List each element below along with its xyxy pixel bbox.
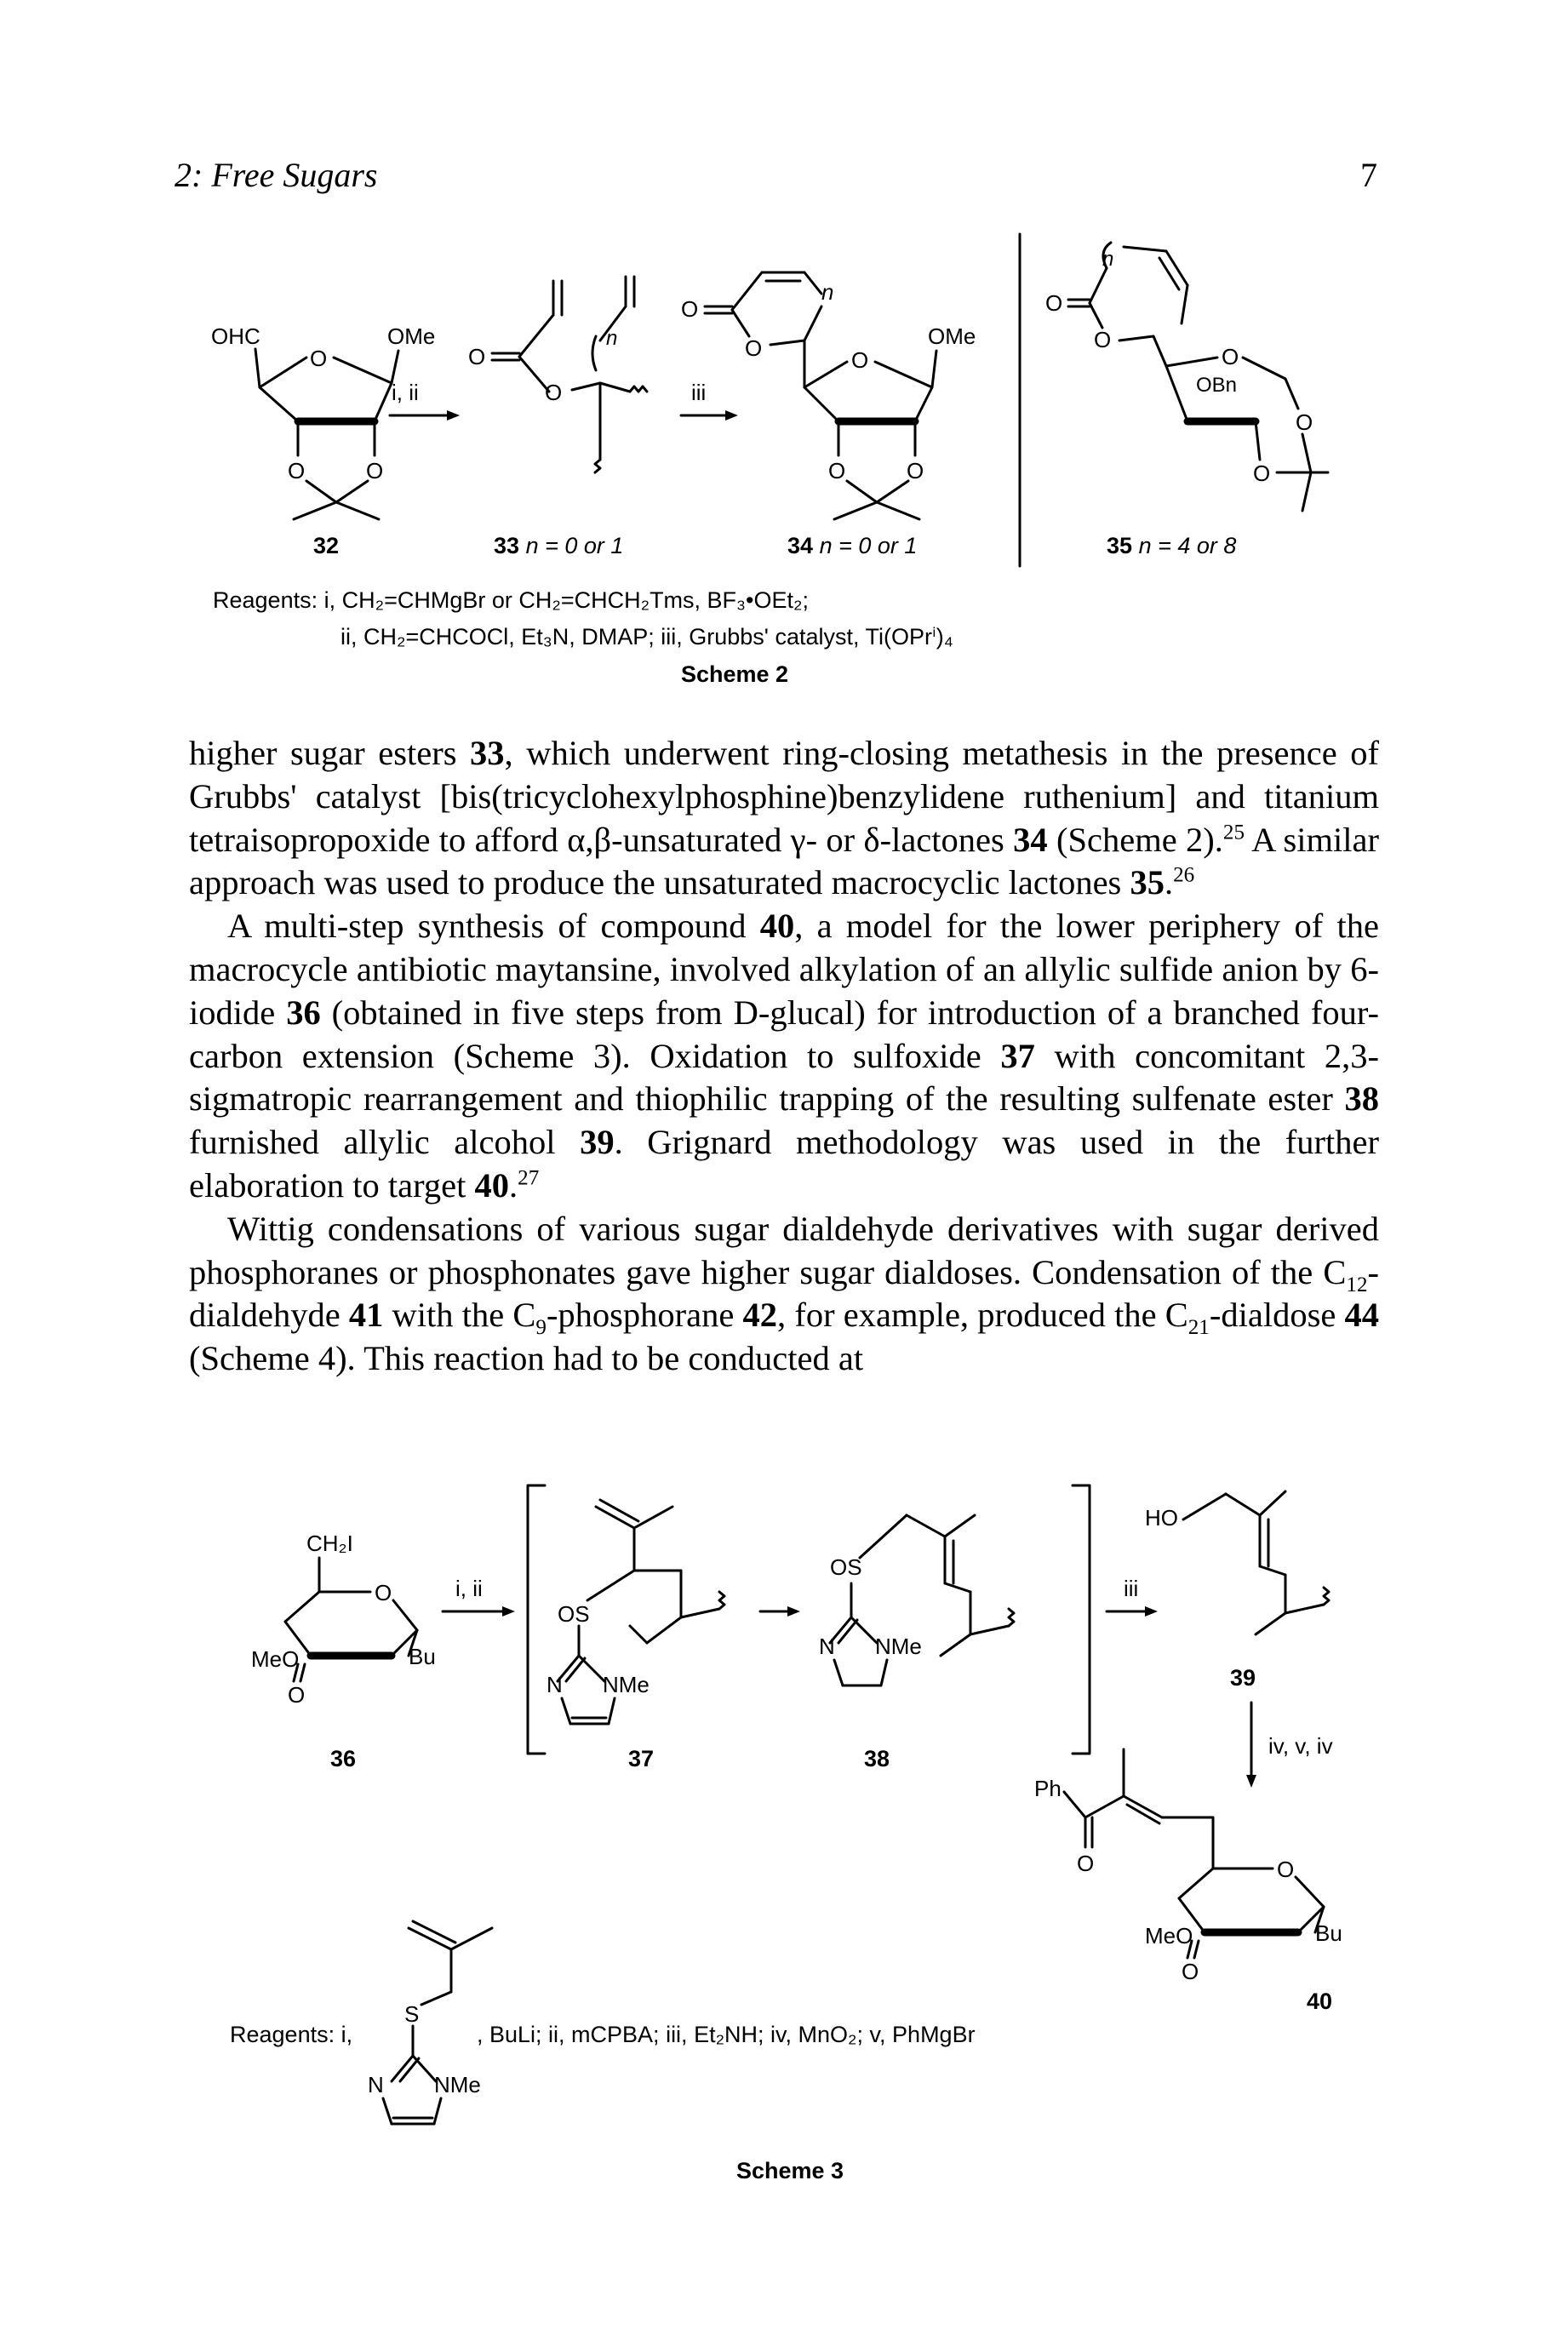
arrow-1-reagents: i, ii [392, 380, 419, 405]
svg-text:O: O [1253, 461, 1271, 486]
scheme-2-figure [0, 0, 1568, 766]
svg-text:O: O [288, 458, 306, 484]
svg-text:n: n [606, 327, 618, 350]
reagent-allyl-sulfide-structure [368, 1921, 492, 2124]
body-text [189, 732, 1379, 1381]
svg-text:O: O [310, 346, 328, 371]
compound-36-structure [251, 1531, 436, 1708]
svg-text:OS: OS [558, 1601, 590, 1627]
svg-text:Bu: Bu [1315, 1920, 1342, 1946]
compound-39-structure [1145, 1491, 1329, 1634]
svg-text:O: O [288, 1682, 306, 1708]
scheme-2-reagents-line-2: ii, CH₂=CHCOCl, Et₃N, DMAP; iii, Grubbs' catalyst, Ti(OPrⁱ)₄ [340, 624, 953, 650]
svg-text:S: S [404, 2001, 420, 2027]
svg-text:OMe: OMe [928, 323, 976, 349]
scheme-3-figure [0, 1447, 1568, 2349]
svg-text:O: O [1222, 344, 1239, 369]
compound-37-label: 37 [628, 1746, 655, 1771]
svg-text:O: O [545, 380, 563, 405]
paragraph-1: higher sugar esters 33, which underwent ring-closing metathesis in the presence of Grubbs' catalyst [bis(tricyclohexylphosphine)benzylidene ruthenium] and titanium tetraisopropoxide to afford α,β-unsaturated γ- or δ-lactones 34 (Scheme 2).$^{25}$ A similar approach was used to produce the unsaturated macrocyclic lactones 35.26 [189, 734, 1379, 902]
svg-text:O: O [366, 458, 384, 484]
compound-34-label: 34 n = 0 or 1 [787, 533, 918, 558]
svg-text:NMe: NMe [603, 1672, 650, 1697]
svg-text:N: N [368, 2072, 384, 2097]
running-head: 2: Free Sugars [175, 156, 378, 194]
compound-33-label: 33 n = 0 or 1 [494, 533, 624, 558]
scheme-2-caption: Scheme 2 [681, 661, 789, 687]
svg-text:N: N [547, 1672, 563, 1697]
svg-text:O: O [1094, 327, 1112, 352]
compound-40-structure [1034, 1749, 1342, 1984]
page-number: 7 [1360, 156, 1377, 194]
svg-text:CH₂I: CH₂I [306, 1531, 353, 1556]
compound-40-label: 40 [1307, 1989, 1333, 2014]
svg-text:O: O [1045, 290, 1063, 316]
compound-34-structure [681, 272, 976, 519]
svg-text:O: O [745, 335, 763, 361]
arrow-2-reagents: iii [691, 380, 707, 405]
compound-32-structure [211, 323, 435, 519]
scheme-3-caption: Scheme 3 [736, 2158, 844, 2183]
left-bracket [528, 1485, 545, 1754]
compound-35-structure [1045, 243, 1328, 511]
compound-36-label: 36 [330, 1746, 357, 1771]
svg-text:MeO: MeO [251, 1646, 300, 1672]
compound-38-label: 38 [864, 1746, 890, 1771]
scheme-2-reagents-line-1: Reagents: i, CH₂=CHMgBr or CH₂=CHCH₂Tms, BF₃•OEt₂; [213, 587, 809, 613]
svg-text:O: O [1277, 1857, 1295, 1882]
paragraph-3: Wittig condensations of various sugar dialdehyde derivatives with sugar derived phosphoranes or phosphonates gave higher sugar dialdoses. Condensation of the $C_{12}$-dialdehyde 41 with the $C_9$-phosphorane 42, for example, produced the $C_{21}$-dialdose 44 (Scheme 4). This reaction had to be conducted at [189, 1209, 1379, 1378]
svg-text:n: n [1102, 248, 1114, 271]
compound-39-label: 39 [1230, 1665, 1256, 1691]
svg-text:Bu: Bu [409, 1644, 436, 1669]
svg-text:n: n [821, 279, 834, 305]
right-bracket [1073, 1485, 1090, 1754]
svg-text:O: O [1182, 1959, 1199, 1984]
scheme3-arrow-2-reagents: iii [1124, 1576, 1139, 1601]
svg-text:O: O [1077, 1851, 1095, 1876]
scheme3-arrow-3-reagents: iv, v, iv [1268, 1733, 1333, 1759]
scheme-3-reagents-prefix: Reagents: i, [230, 2022, 353, 2047]
compound-35-label: 35 n = 4 or 8 [1107, 533, 1237, 558]
svg-text:HO: HO [1145, 1505, 1178, 1531]
svg-text:O: O [828, 458, 846, 484]
svg-text:OMe: OMe [387, 323, 436, 349]
compound-37-structure [547, 1500, 724, 1724]
svg-text:O: O [681, 296, 699, 322]
svg-text:OS: OS [830, 1554, 862, 1580]
svg-text:O: O [851, 347, 869, 373]
svg-text:O: O [468, 344, 486, 369]
scheme3-arrow-1-reagents: i, ii [455, 1576, 483, 1601]
compound-38-structure [819, 1515, 1014, 1685]
svg-text:OBn: OBn [1196, 374, 1238, 397]
svg-text:OHC: OHC [211, 323, 260, 349]
svg-text:O: O [907, 458, 924, 484]
svg-text:NMe: NMe [875, 1634, 922, 1659]
svg-text:Ph: Ph [1034, 1776, 1062, 1801]
svg-text:MeO: MeO [1145, 1923, 1193, 1949]
compound-32-label: 32 [313, 533, 340, 558]
compound-33-structure [468, 277, 647, 472]
svg-text:NMe: NMe [434, 2072, 481, 2097]
svg-text:N: N [819, 1634, 835, 1659]
paragraph-2: A multi-step synthesis of compound 40, a model for the lower periphery of the macrocycle antibiotic maytansine, involved alkylation of an allylic sulfide anion by 6-iodide 36 (obtained in five steps from D-glucal) for introduction of a branched four-carbon extension (Scheme 3). Oxidation to sulfoxide 37 with concomitant 2,3-sigmatropic rearrangement and thiophilic trapping of the resulting sulfenate ester 38 furnished allylic alcohol 39. Grignard methodology was used in the further elaboration to target 40.27 [189, 907, 1379, 1205]
svg-text:O: O [1296, 409, 1313, 435]
svg-text:O: O [375, 1580, 392, 1605]
scheme-3-reagents-rest: , BuLi; ii, mCPBA; iii, Et₂NH; iv, MnO₂; v, PhMgBr [477, 2022, 976, 2047]
